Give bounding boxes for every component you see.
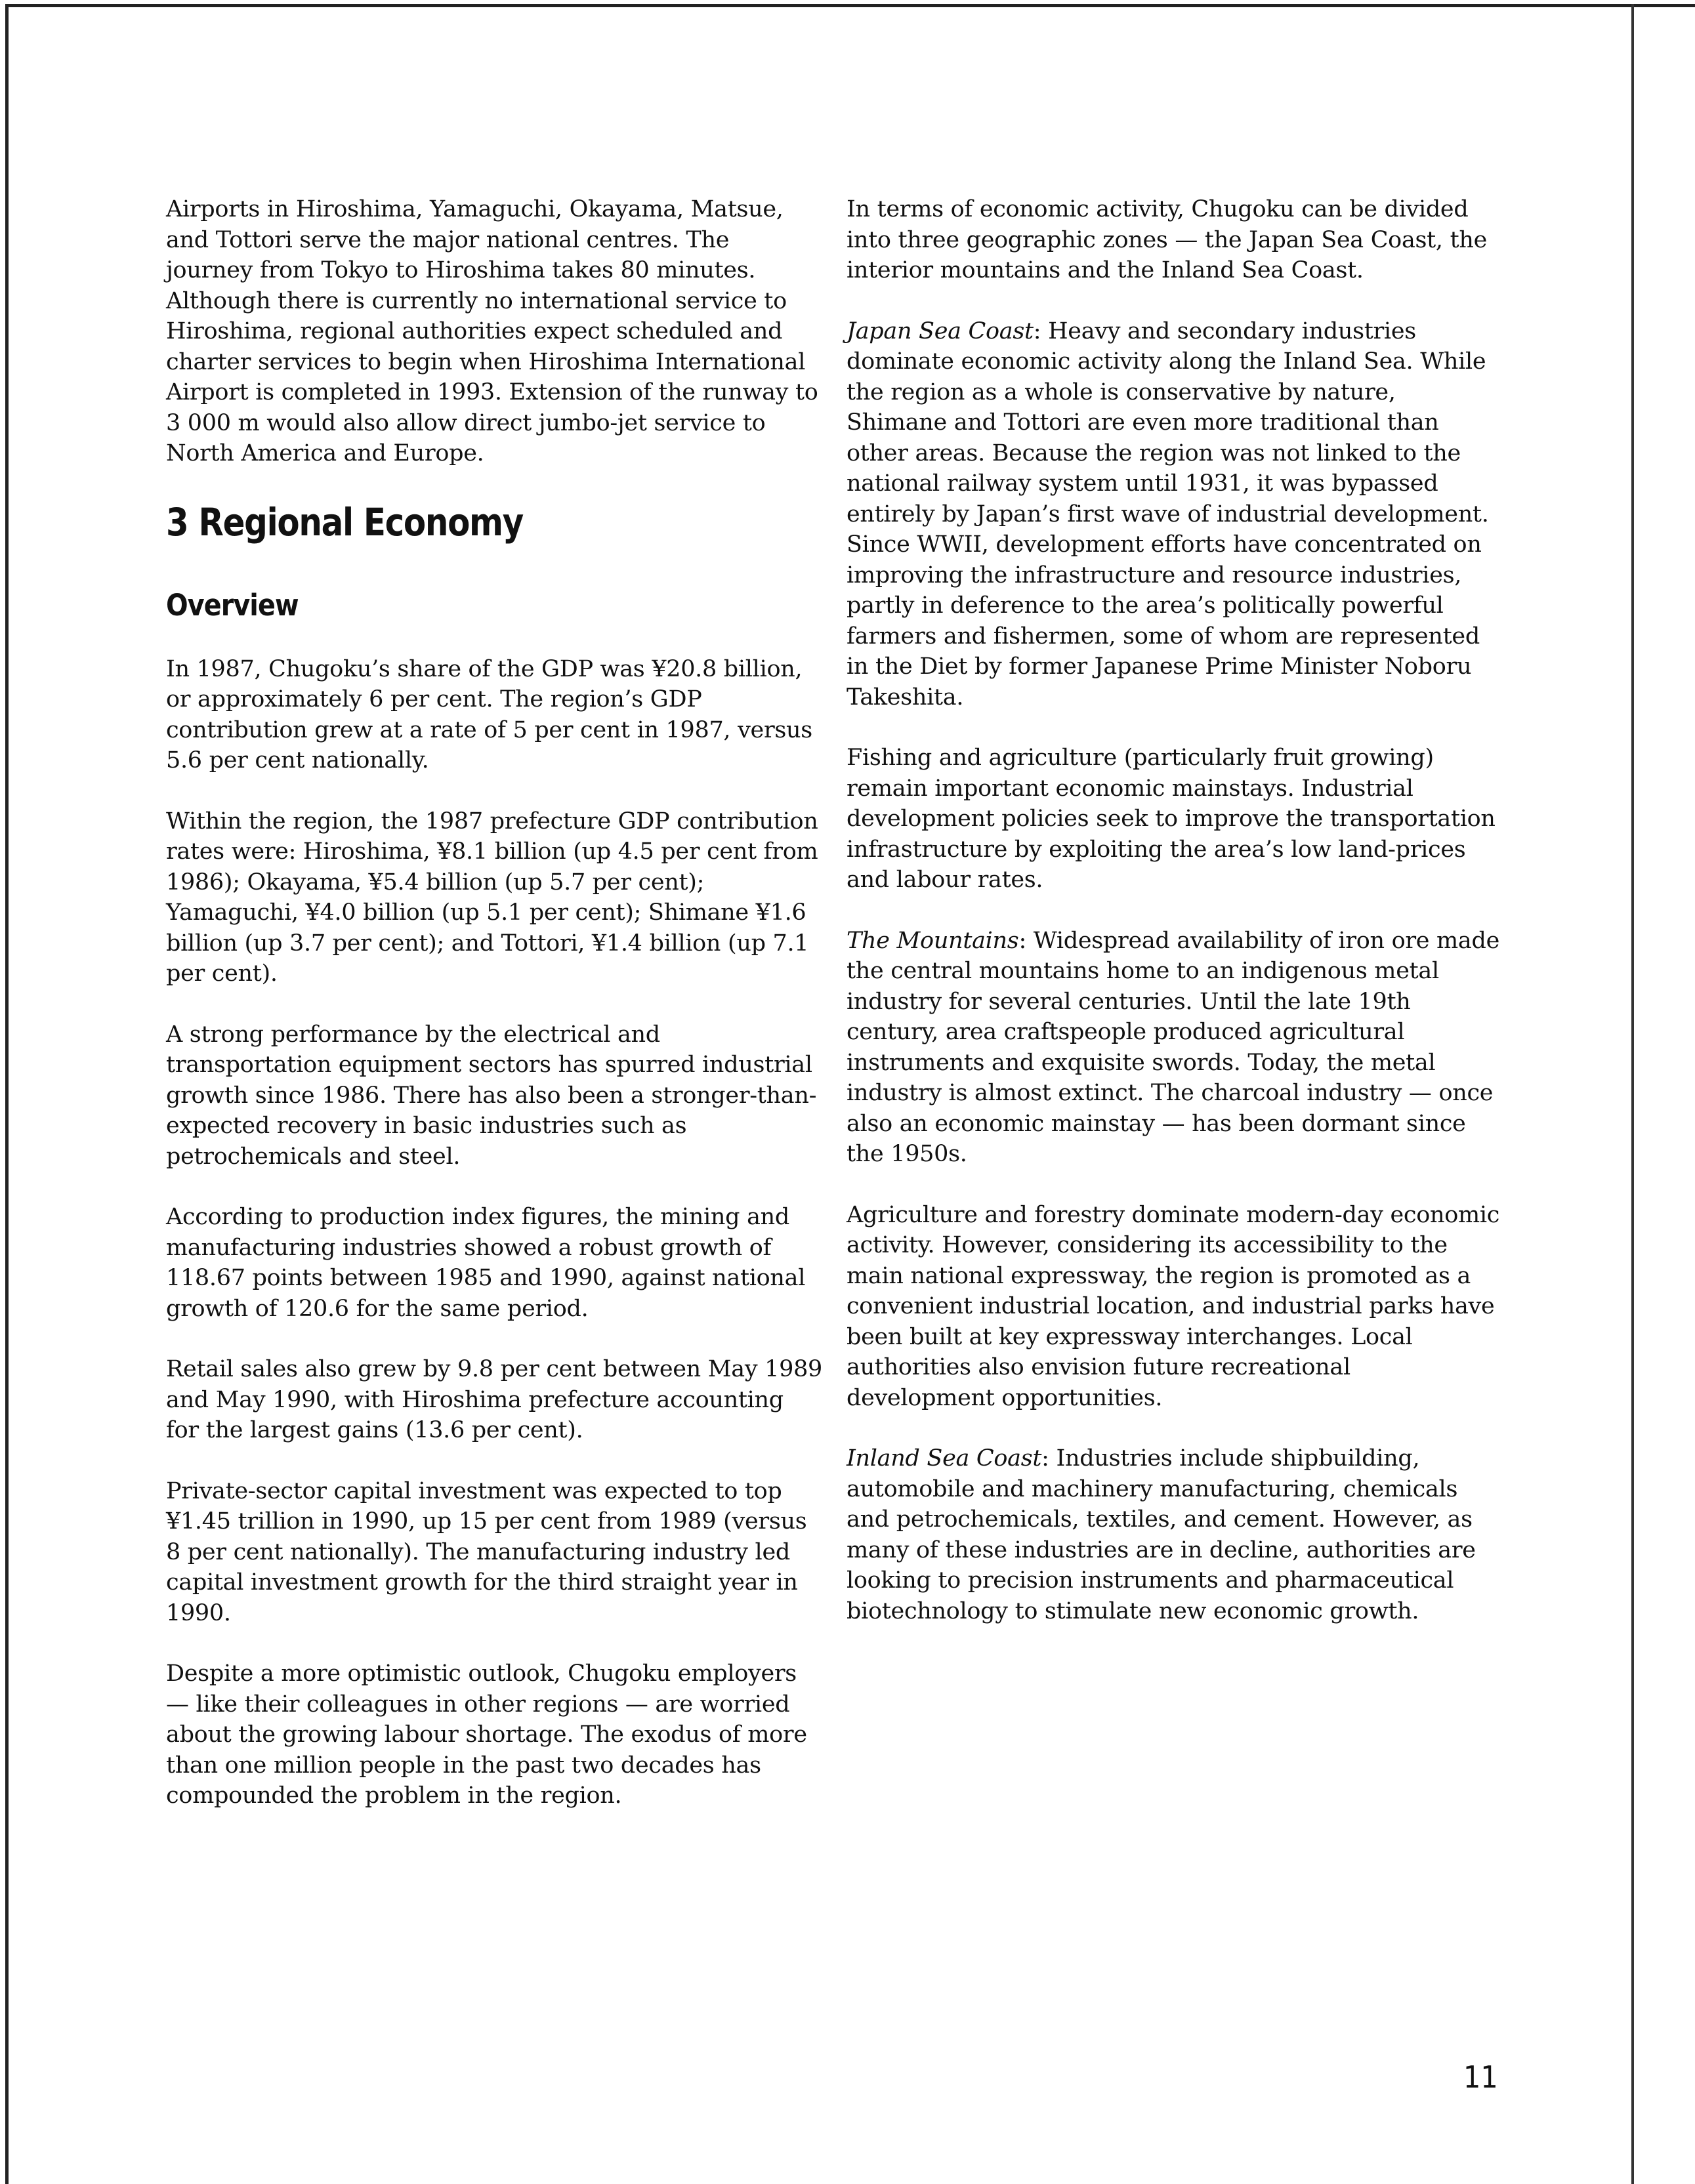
right-border-rule — [1631, 4, 1634, 2184]
top-border-rule — [7, 4, 1695, 7]
label-inland-sea-coast: Inland Sea Coast — [847, 1445, 1042, 1472]
paragraph-inland-sea-coast — [847, 1443, 1503, 1626]
paragraph-prefecture-gdp: Within the region, the 1987 prefecture GDP contribution rates were: Hiroshima, ¥8.1 billion (up 4.5 per cent from 1986); Okayama, ¥5.4 billion (up 5.7 per cent); Yamaguchi, ¥4.0 billion (up 5.1 per cent); Shimane ¥1.6 billion (up 3.7 per cent); and Tottori, ¥1.4 billion (up 7.1 per cent). — [166, 808, 818, 987]
paragraph-agriculture-forestry: Agriculture and forestry dominate modern-day economic activity. However, considering its accessibility to the main national expressway, the region is promoted as a convenient industrial location, and industrial parks have been built at key expressway interchanges. Local authorities also envision future recreational development opportunities. — [847, 1201, 1500, 1411]
left-column — [166, 194, 822, 1842]
paragraph-production-index: According to production index figures, the mining and manufacturing industries showed a robust growth of 118.67 points between 1985 and 1990, against national growth of 120.6 for the same period. — [166, 1204, 806, 1322]
paragraph-retail-sales: Retail sales also grew by 9.8 per cent between May 1989 and May 1990, with Hiroshima prefecture accounting for the largest gains (13.6 per cent). — [166, 1356, 823, 1443]
paragraph-japan-sea-coast — [847, 316, 1503, 713]
right-column — [847, 194, 1503, 1657]
subheading-overview: Overview — [166, 587, 299, 623]
text-japan-sea-coast: : Heavy and secondary industries dominate economic activity along the Inland Sea. While the region as a whole is conservative by nature, Shimane and Tottori are even more traditional than other areas. Because the region was not linked to the national railway system until 1931, it was bypassed entirely by Japan’s first wave of industrial development. Since WWII, development efforts have concentrated on improving the infrastructure and resource industries, partly in deference to the area’s politically powerful farmers and fishermen, some of whom are represented in the Diet by former Japanese Prime Minister Noboru Takeshita. — [847, 318, 1489, 711]
label-the-mountains: The Mountains — [847, 927, 1019, 954]
paragraph-geographic-zones: In terms of economic activity, Chugoku can be divided into three geographic zones — the Japan Sea Coast, the interior mountains and the Inland Sea Coast. — [847, 196, 1488, 283]
paragraph-the-mountains — [847, 926, 1503, 1170]
section-heading: 3 Regional Economy — [166, 499, 523, 545]
paragraph-capital-investment: Private-sector capital investment was expected to top ¥1.45 trillion in 1990, up 15 per cent from 1989 (versus 8 per cent nationally). The manufacturing industry led capital investment growth for the third straight year in 1990. — [166, 1477, 807, 1626]
page-number: 11 — [1463, 2059, 1498, 2095]
left-border-rule — [5, 4, 9, 2184]
text-inland-sea-coast: : Industries include shipbuilding, automobile and machinery manufacturing, chemicals and petrochemicals, textiles, and cement. However, as many of these industries are in decline, authorities are looking to precision instruments and pharmaceutical biotechnology to stimulate new economic growth. — [847, 1445, 1476, 1624]
paragraph-gdp: In 1987, Chugoku’s share of the GDP was ¥20.8 billion, or approximately 6 per cent. The region’s GDP contribution grew at a rate of 5 per cent in 1987, versus 5.6 per cent nationally. — [166, 655, 812, 773]
paragraph-airports: Airports in Hiroshima, Yamaguchi, Okayama, Matsue, and Tottori serve the major national centres. The journey from Tokyo to Hiroshima takes 80 minutes. Although there is currently no international service to Hiroshima, regional authorities expect scheduled and charter services to begin when Hiroshima International Airport is completed in 1993. Extension of the runway to 3 000 m would also allow direct jumbo-jet service to North America and Europe. — [166, 196, 818, 466]
text-the-mountains: : Widespread availability of iron ore made the central mountains home to an indigenous metal industry for several centuries. Until the late 19th century, area craftspeople produced agricultural instruments and exquisite swords. Today, the metal industry is almost extinct. The charcoal industry — once also an economic mainstay — has been dormant since the 1950s. — [847, 927, 1499, 1167]
paragraph-fishing-agriculture: Fishing and agriculture (particularly fruit growing) remain important economic mainstays. Industrial development policies seek to improve the transportation infrastructure by exploiting the area’s low land-prices and labour rates. — [847, 745, 1496, 893]
paragraph-industrial-performance: A strong performance by the electrical and transportation equipment sectors has spurred industrial growth since 1986. There has also been a stronger-than-expected recovery in basic industries such as petrochemicals and steel. — [166, 1021, 817, 1170]
paragraph-labour-shortage: Despite a more optimistic outlook, Chugoku employers — like their colleagues in other regions — are worried about the growing labour shortage. The exodus of more than one million people in the past two decades has compounded the problem in the region. — [166, 1660, 807, 1809]
label-japan-sea-coast: Japan Sea Coast — [847, 318, 1034, 344]
